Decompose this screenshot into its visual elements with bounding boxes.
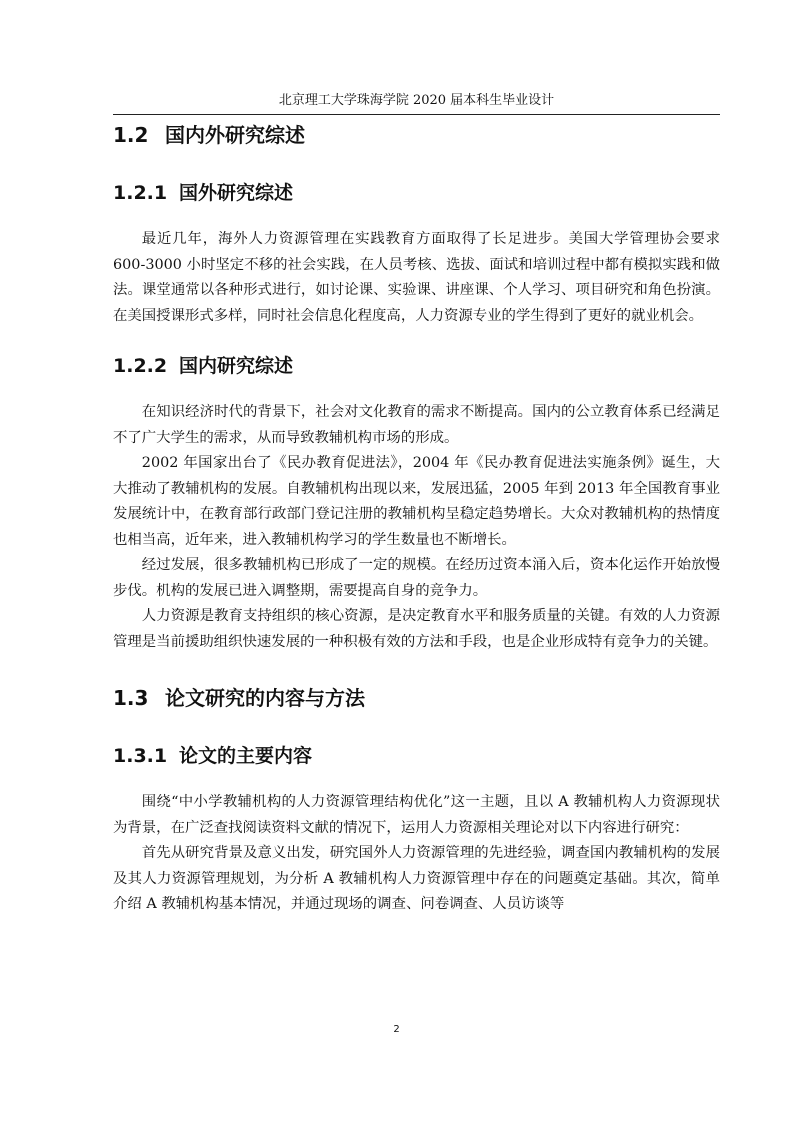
paragraph: 围绕“中小学教辅机构的人力资源管理结构优化”这一主题，且以 A 教辅机构人力资源现状为背景，在广泛查找阅读资料文献的情况下，运用人力资源相关理论对以下内容进行研究： xyxy=(113,794,720,836)
subsection-number: 1.2.2 xyxy=(113,355,168,377)
section-number: 1.3 xyxy=(113,686,149,710)
subsection-title: 国外研究综述 xyxy=(179,182,294,204)
paragraph: 在知识经济时代的背景下，社会对文化教育的需求不断提高。国内的公立教育体系已经满足不了广大学生的需求，从而导致教辅机构市场的形成。 xyxy=(113,404,720,446)
paragraph: 经过发展，很多教辅机构已形成了一定的规模。在经历过资本涌入后，资本化运作开始放慢步伐。机构的发展已进入调整期，需要提高自身的竞争力。 xyxy=(113,557,720,599)
paragraph: 2002 年国家出台了《民办教育促进法》，2004 年《民办教育促进法实施条例》诞生，大大推动了教辅机构的发展。自教辅机构出现以来，发展迅猛，2005 年到 2013 年全国教育事业发展统计中，在教育部行政部门登记注册的教辅机构呈稳定趋势增长。大众对教辅机构的热情度也相当高，近年来，进入教辅机构学习的学生数量也不断增长。 xyxy=(113,455,720,548)
section-heading-1-2 xyxy=(113,121,720,149)
paragraph: 人力资源是教育支持组织的核心资源，是决定教育水平和服务质量的关键。有效的人力资源管理是当前援助组织快速发展的一种积极有效的方法和手段，也是企业形成特有竞争力的关键。 xyxy=(113,608,720,650)
page-body xyxy=(113,114,720,918)
paragraph: 最近几年，海外人力资源管理在实践教育方面取得了长足进步。美国大学管理协会要求 600-3000 小时坚定不移的社会实践，在人员考核、选拔、面试和培训过程中都有模拟实践和做法。课堂通常以各种形式进行，如讨论课、实验课、讲座课、个人学习、项目研究和角色扮演。在美国授课形式多样，同时社会信息化程度高，人力资源专业的学生得到了更好的就业机会。 xyxy=(113,231,720,324)
paragraph: 首先从研究背景及意义出发，研究国外人力资源管理的先进经验，调查国内教辅机构的发展及其人力资源管理规划，为分析 A 教辅机构人力资源管理中存在的问题奠定基础。其次，简单介绍 A 教辅机构基本情况，并通过现场的调查、问卷调查、人员访谈等 xyxy=(113,845,720,912)
subsection-title: 国内研究综述 xyxy=(179,355,294,377)
section-title: 国内外研究综述 xyxy=(165,123,305,147)
subsection-heading-1-3-1 xyxy=(113,742,720,770)
section-title: 论文研究的内容与方法 xyxy=(165,686,365,710)
subsection-heading-1-2-1 xyxy=(113,179,720,207)
subsection-number: 1.3.1 xyxy=(113,745,168,767)
page-header xyxy=(113,92,720,115)
subsection-heading-1-2-2 xyxy=(113,352,720,380)
subsection-number: 1.2.1 xyxy=(113,182,168,204)
section-number: 1.2 xyxy=(113,123,149,147)
subsection-title: 论文的主要内容 xyxy=(179,745,313,767)
section-heading-1-3 xyxy=(113,684,720,712)
page-number: 2 xyxy=(393,1024,400,1035)
header-text: 北京理工大学珠海学院 2020 届本科生毕业设计 xyxy=(278,93,555,108)
